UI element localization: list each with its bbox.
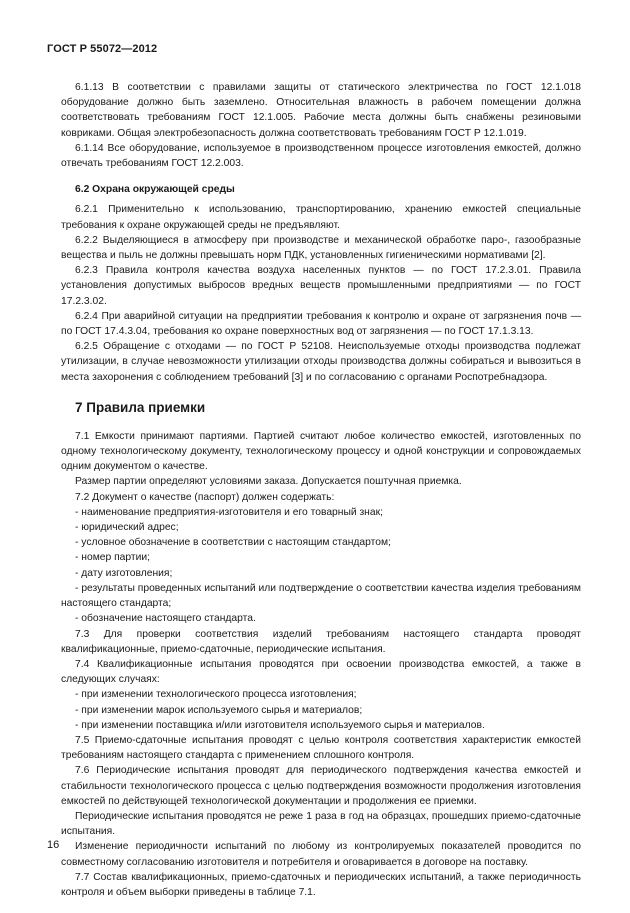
list-item: - наименование предприятия-изготовителя и его товарный знак; (75, 506, 383, 518)
paragraph: 7.4 Квалификационные испытания проводятся при освоении производства емкостей, а также в следующих случаях: (61, 658, 581, 686)
paragraph: 6.2.1 Применительно к использованию, транспортированию, хранению емкостей специальные требования к охране окружающей среды не предъявляют. (61, 204, 581, 231)
document-header: ГОСТ Р 55072—2012 (47, 43, 158, 55)
list-item: - обозначение настоящего стандарта. (75, 613, 256, 625)
paragraph: 6.2.5 Обращение с отходами — по ГОСТ Р 52108. Неиспользуемые отходы производства подлежат утилизации, в случае невозможности утилизации отходы производства должны собираться и вывозиться в места захоронения с соблюдением требований [3] и по согласованию с органами Роспотребнадзора. (61, 341, 581, 383)
paragraph: - результаты проведенных испытаний или подтверждение о соответствии качества изделия требованиям настоящего стандарта; (61, 582, 581, 610)
paragraph: 7.3 Для проверки соответствия изделий требованиям настоящего стандарта проводят квалификационные, приемо-сдаточные, периодические испытания. (61, 628, 581, 655)
paragraph: 7.2 Документ о качестве (паспорт) должен содержать: (75, 491, 335, 503)
subsection-heading: 6.2 Охрана окружающей среды (75, 184, 235, 196)
section-heading: 7 Правила приемки (75, 399, 206, 415)
list-item: - при изменении поставщика и/или изготовителя используемого сырья и материалов. (75, 719, 485, 731)
list-item: - дату изготовления; (75, 567, 173, 579)
page-body (61, 80, 581, 900)
paragraph: 6.2.3 Правила контроля качества воздуха населенных пунктов — по ГОСТ 17.2.3.01. Правила установления допустимых выбросов вредных веществ промышленными предприятиями — по ГОСТ 17.2.3.02. (61, 265, 581, 307)
paragraph: 7.5 Приемо-сдаточные испытания проводят с целью контроля соответствия характеристик емкостей требованиям настоящего стандарта с применением сплошного контроля. (61, 734, 581, 762)
list-item: - условное обозначение в соответствии с настоящим стандартом; (75, 537, 391, 549)
page-number: 16 (47, 839, 60, 851)
list-item: - юридический адрес; (75, 522, 179, 534)
paragraph: 7.1 Емкости принимают партиями. Партией считают любое количество емкостей, изготовленных по одному технологическому документу, технологическому процессу и одной конструкции и сопровождаемых одним документом о качестве. (61, 430, 581, 473)
list-item: - при изменении марок используемого сырья и материалов; (75, 704, 363, 716)
paragraph: Изменение периодичности испытаний по любому из контролируемых показателей проводится по совместному согласованию изготовителя и потребителя и оговаривается в договоре на поставку. (61, 841, 581, 868)
paragraph: 7.6 Периодические испытания проводят для периодического подтверждения качества емкостей и стабильности технологического процесса с целью подтверждения возможности продолжения изготовления емкостей по действующей технологической документации и продолжения ее приемки. (61, 765, 581, 807)
paragraph: 6.2.2 Выделяющиеся в атмосферу при производстве и механической обработке паро-, газообразные вещества и пыль не должны превышать норм ПДК, установленных гигиеническими нормативами [2]. (61, 234, 581, 262)
list-item: - при изменении технологического процесса изготовления; (75, 689, 357, 701)
paragraph: 6.1.13 В соответствии с правилами защиты от статического электричества по ГОСТ 12.1.018 оборудование должно быть заземлено. Относительная влажность в рабочем помещении должна соответствовать требованиям ГОСТ 12.1.005. Рабочие места должны быть снабжены резиновыми ковриками. Общая электробезопасность должна соответствовать требованиям ГОСТ Р 12.1.019. (61, 82, 581, 139)
paragraph: 6.1.14 Все оборудование, используемое в производственном процессе изготовления емкостей, должно отвечать требованиям ГОСТ 12.2.003. (61, 142, 581, 170)
paragraph: 7.7 Состав квалификационных, приемо-сдаточных и периодических испытаний, а также периодичность контроля и объем выборки приведены в таблице 7.1. (61, 871, 581, 898)
paragraph: Периодические испытания проводятся не реже 1 раза в год на образцах, прошедших приемо-сдаточные испытания. (61, 810, 581, 838)
list-item: - номер партии; (75, 552, 150, 564)
paragraph: Размер партии определяют условиями заказа. Допускается поштучная приемка. (75, 476, 462, 488)
paragraph: 6.2.4 При аварийной ситуации на предприятии требования к контролю и охране от загрязнения почв — по ГОСТ 17.4.3.04, требования ко охране поверхностных вод от загрязнения — по ГОСТ 17.1.3.13. (61, 310, 581, 338)
